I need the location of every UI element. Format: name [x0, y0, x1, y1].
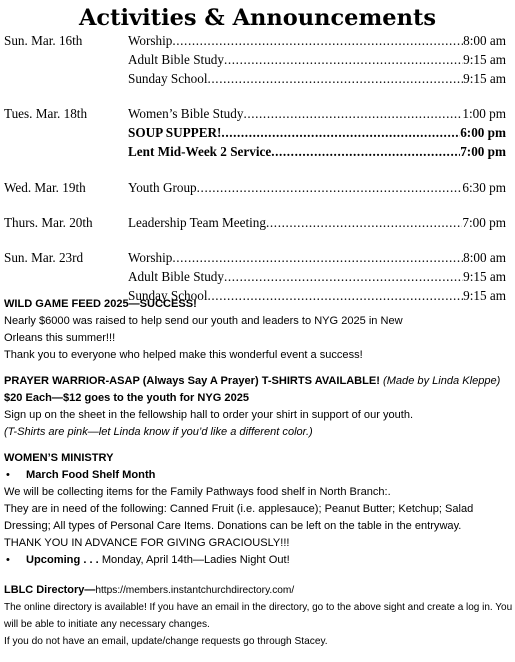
- dot-leader: [224, 50, 463, 69]
- directory-line: If you do not have an email, update/change requests go through Stacey.: [4, 636, 328, 647]
- wild-game-line: Thank you to everyone who helped make this wonderful event a success!: [4, 349, 363, 361]
- dot-leader: [172, 248, 463, 267]
- food-shelf-heading: March Food Shelf Month: [26, 469, 156, 481]
- event-time: 9:15 am: [463, 52, 506, 67]
- schedule-date: Thurs. Mar. 20th: [4, 215, 93, 230]
- schedule-date: Wed. Mar. 19th: [4, 180, 86, 195]
- directory-url[interactable]: https://members.instantchurchdirectory.com/: [95, 585, 295, 596]
- event-name: Youth Group: [128, 180, 197, 195]
- schedule-day: [4, 104, 506, 161]
- schedule-date: [4, 142, 128, 161]
- directory-heading: LBLC Directory—: [4, 584, 96, 596]
- womens-ministry-heading: WOMEN’S MINISTRY: [4, 452, 114, 464]
- event-name: Adult Bible Study: [128, 269, 224, 284]
- event-name: Sunday School: [128, 288, 208, 303]
- wild-game-section: [4, 296, 514, 364]
- prayer-warrior-section: [4, 373, 514, 441]
- directory-line: The online directory is available! If you have an email in the directory, go to the above sight and create a log in. You: [4, 602, 513, 613]
- prayer-warrior-note: (Made by Linda Kleppe): [379, 375, 501, 387]
- event-name: Adult Bible Study: [128, 52, 224, 67]
- dot-leader: [224, 267, 463, 286]
- dot-leader: [271, 142, 460, 161]
- bullet-item: [4, 467, 514, 484]
- womens-ministry-line: They are in need of the following: Canned Fruit (i.e. applesauce); Peanut Butter; Ketchup; Salad: [4, 503, 474, 515]
- dot-leader: [266, 213, 462, 232]
- prayer-warrior-heading-line: [4, 373, 512, 390]
- schedule-row: [4, 50, 506, 69]
- event-time: 9:15 am: [463, 71, 506, 86]
- schedule-row: [4, 213, 506, 232]
- page-title: Activities & Announcements: [78, 5, 437, 31]
- event-name: Sunday School: [128, 71, 208, 86]
- prayer-warrior-line: Sign up on the sheet in the fellowship hall to order your shirt in support of our youth.: [4, 409, 414, 421]
- schedule-row: [4, 267, 506, 286]
- prayer-warrior-heading: PRAYER WARRIOR-ASAP (Always Say A Prayer) T-SHIRTS AVAILABLE!: [4, 375, 380, 387]
- activity-schedule: [4, 31, 506, 321]
- schedule-date: Tues. Mar. 18th: [4, 106, 88, 121]
- schedule-row: [4, 31, 506, 50]
- schedule-row: [4, 248, 506, 267]
- directory-heading-line: [4, 582, 512, 599]
- dot-leader: [172, 31, 463, 50]
- event-time: 6:00 pm: [460, 125, 506, 140]
- upcoming-label: Upcoming . . .: [26, 554, 99, 566]
- event-time: 6:30 pm: [462, 180, 506, 195]
- event-name: Lent Mid-Week 2 Service: [128, 144, 272, 159]
- bullet-icon: •: [6, 554, 10, 566]
- schedule-date: Sun. Mar. 23rd: [4, 250, 84, 265]
- announcements: [4, 296, 514, 650]
- womens-ministry-section: [4, 450, 514, 569]
- event-name: Worship: [128, 33, 173, 48]
- schedule-date: [4, 267, 128, 286]
- directory-line: will be able to initiate any necessary changes.: [4, 619, 210, 630]
- schedule-date: [4, 123, 128, 142]
- schedule-date: [4, 50, 128, 69]
- wild-game-line: Orleans this summer!!!: [4, 332, 116, 344]
- womens-ministry-line: Dressing; All types of Personal Care Items. Donations can be left on the table in the entryway.: [4, 520, 462, 532]
- dot-leader: [208, 69, 464, 88]
- event-name: Women’s Bible Study: [128, 106, 244, 121]
- wild-game-heading: WILD GAME FEED 2025—SUCCESS!: [4, 298, 197, 310]
- wild-game-line: Nearly $6000 was raised to help send our youth and leaders to NYG 2025 in New: [4, 315, 403, 327]
- dot-leader: [197, 178, 463, 197]
- schedule-day: [4, 213, 506, 232]
- event-time: 8:00 am: [463, 250, 506, 265]
- event-time: 7:00 pm: [462, 215, 506, 230]
- dot-leader: [221, 123, 460, 142]
- schedule-row: [4, 69, 506, 88]
- dot-leader: [243, 104, 462, 123]
- womens-ministry-line: THANK YOU IN ADVANCE FOR GIVING GRACIOUSLY!!!: [4, 537, 290, 549]
- event-name: SOUP SUPPER!: [128, 125, 222, 140]
- event-name: Leadership Team Meeting: [128, 215, 266, 230]
- event-time: 9:15 am: [463, 269, 506, 284]
- bullet-item: [4, 552, 514, 569]
- upcoming-text: Monday, April 14th—Ladies Night Out!: [98, 554, 290, 566]
- event-time: 8:00 am: [463, 33, 506, 48]
- event-name: Worship: [128, 250, 173, 265]
- schedule-row: [4, 142, 506, 161]
- schedule-date: [4, 69, 128, 88]
- schedule-date: Sun. Mar. 16th: [4, 33, 83, 48]
- schedule-day: [4, 31, 506, 88]
- prayer-warrior-price: $20 Each—$12 goes to the youth for NYG 2025: [4, 392, 250, 404]
- event-time: 1:00 pm: [462, 106, 506, 121]
- directory-section: [4, 582, 514, 650]
- prayer-warrior-line: (T-Shirts are pink—let Linda know if you’d like a different color.): [4, 426, 313, 438]
- schedule-row: [4, 104, 506, 123]
- event-time: 7:00 pm: [460, 144, 506, 159]
- womens-ministry-line: We will be collecting items for the Family Pathways food shelf in North Branch:.: [4, 486, 391, 498]
- schedule-day: [4, 178, 506, 197]
- bullet-icon: •: [6, 469, 10, 481]
- schedule-row: [4, 123, 506, 142]
- schedule-row: [4, 178, 506, 197]
- event-time: 9:15 am: [463, 288, 506, 303]
